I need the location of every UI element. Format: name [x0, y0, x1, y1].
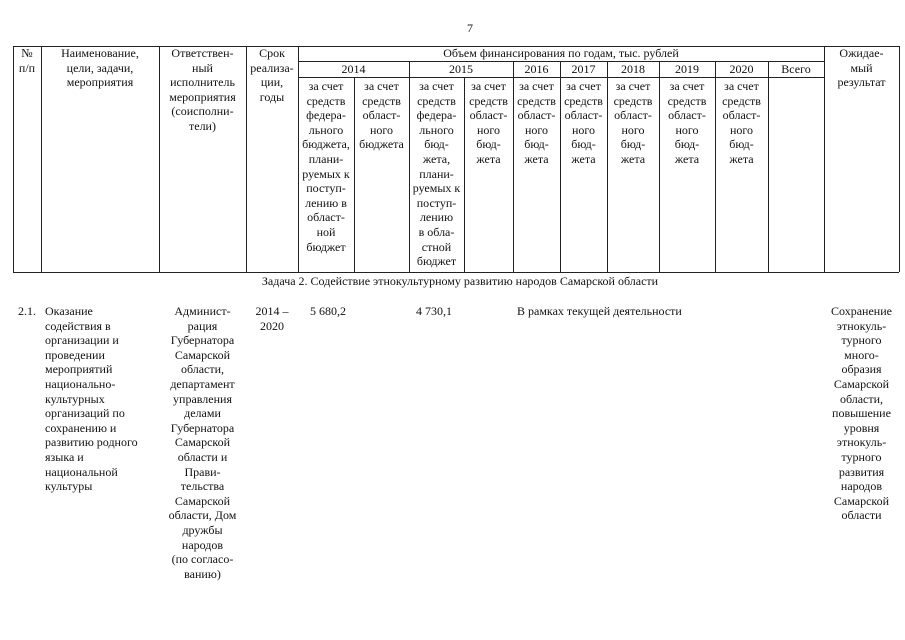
year-2015: 2015 — [449, 62, 473, 76]
row-fed-2014: 5 680,2 — [310, 304, 346, 318]
header-term: Срок реализа- ции, годы — [250, 46, 294, 104]
header-funding: Объем финансирования по годам, тыс. рублей — [443, 46, 679, 60]
sub-obl-2018: за счет средств област- ного бюд- жета — [613, 79, 653, 166]
sub-obl-2014: за счет средств област- ного бюджета — [359, 79, 404, 152]
col-sep — [768, 61, 769, 272]
sub-obl-2016: за счет средств област- ного бюд- жета — [517, 79, 556, 166]
sub-obl-2015: за счет средств област- ного бюд- жета — [469, 79, 508, 166]
years-divider — [298, 77, 824, 78]
page-number: 7 — [467, 21, 473, 35]
row-result: Сохранение этнокуль- турного много- образия Самарской области, повышение уровня этнокуль- турного развития народов Самарской области — [831, 304, 892, 523]
table-bottom-border — [13, 272, 899, 273]
header-name: Наименование, цели, задачи, мероприятия — [61, 46, 139, 90]
border-right — [899, 46, 900, 272]
sub-obl-2019: за счет средств област- ного бюд- жета — [667, 79, 707, 166]
year-total: Всего — [781, 62, 811, 76]
row-num: 2.1. — [18, 304, 36, 318]
header-responsible: Ответствен- ный исполнитель мероприятия (соисполни- тели) — [169, 46, 236, 133]
header-num: № п/п — [18, 46, 36, 75]
row-term: 2014 – 2020 — [255, 304, 289, 333]
sub-fed-2015: за счет средств федера- льного бюд- жета, плани- руемых к поступ- лению в обла- стной бюджет — [412, 79, 461, 269]
year-2017: 2017 — [571, 62, 596, 76]
sub-fed-2014: за счет средств федера- льного бюджета, плани- руемых к поступ- лению в област- ной бюджет — [302, 79, 350, 254]
border-left — [13, 46, 14, 272]
row-name: Оказание содействия в организации и проведении мероприятий национально- культурных организаций по сохранению и развитию родного языка и национальной культуры — [45, 304, 138, 494]
year-2019: 2019 — [675, 62, 699, 76]
row-note: В рамках текущей деятельности — [517, 304, 682, 318]
row-responsible: Админист- рация Губернатора Самарской области, департамент управления делами Губернатора Самарской области и Прави- тельства Самарской области, Дом дружбы народов (по согласо- ванию) — [168, 304, 237, 581]
task-title: Задача 2. Содействие этнокультурному развитию народов Самарской области — [261, 274, 659, 288]
year-2018: 2018 — [621, 62, 645, 76]
year-2014: 2014 — [341, 62, 366, 76]
year-2016: 2016 — [524, 62, 549, 76]
row-fed-2015: 4 730,1 — [416, 304, 452, 318]
year-2020: 2020 — [729, 62, 754, 76]
sub-obl-2020: за счет средств област- ного бюд- жета — [722, 79, 761, 166]
sub-obl-2017: за счет средств област- ного бюд- жета — [564, 79, 603, 166]
header-result: Ожидае- мый результат — [837, 46, 886, 90]
